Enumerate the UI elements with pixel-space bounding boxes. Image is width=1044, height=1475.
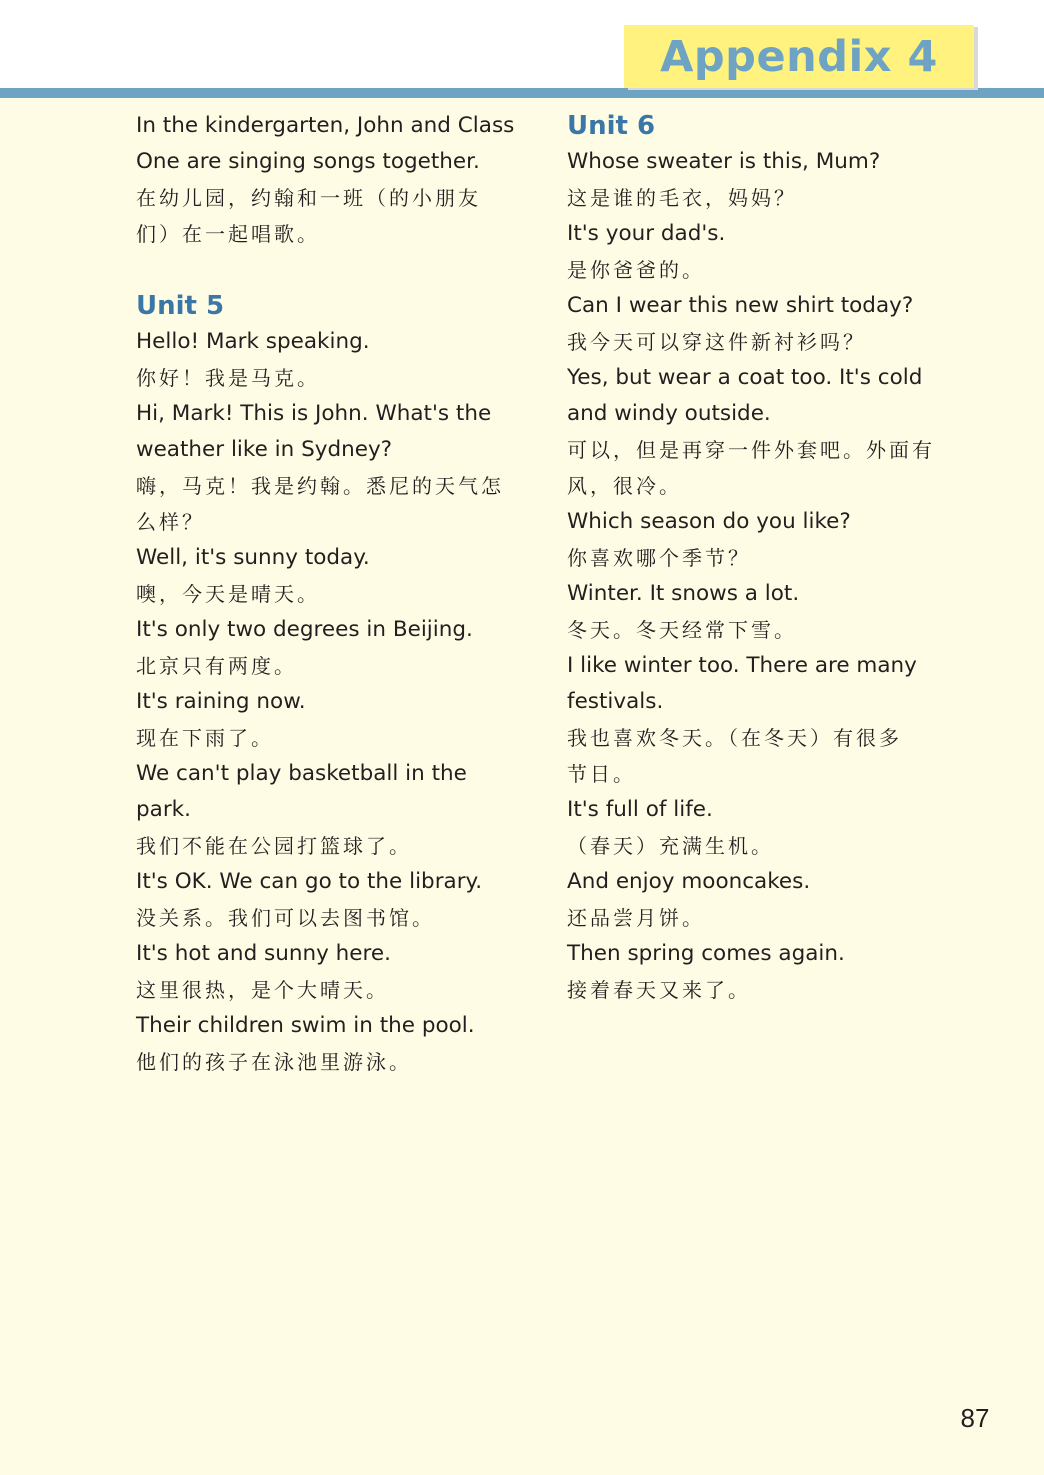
english-dialogue-line: Then spring comes again. [567,941,845,966]
chinese-translation-line: 还品尝月饼。 [567,906,705,930]
english-dialogue-line: I like winter too. There are many [567,653,917,678]
english-dialogue-line: It's full of life. [567,797,713,822]
chinese-translation-line: 噢，今天是晴天。 [136,582,320,606]
right-column [567,108,957,1008]
english-dialogue-line: One are singing songs together. [136,149,480,174]
english-dialogue-line: It's your dad's. [567,221,726,246]
chinese-translation-line: 节日。 [567,762,636,786]
english-dialogue-line: Yes, but wear a coat too. It's cold [567,365,923,390]
english-dialogue-line: It's hot and sunny here. [136,941,391,966]
english-dialogue-line: We can't play basketball in the [136,761,467,786]
english-dialogue-line: It's only two degrees in Beijing. [136,617,473,642]
chinese-translation-line: 我也喜欢冬天。（在冬天）有很多 [567,726,902,750]
chinese-translation-line: 冬天。冬天经常下雪。 [567,618,797,642]
chinese-translation-line: （春天）充满生机。 [567,834,774,858]
english-dialogue-line: In the kindergarten, John and Class [136,113,515,138]
chinese-translation-line: 嗨，马克！我是约翰。悉尼的天气怎 [136,474,504,498]
left-spacer [136,252,526,288]
english-dialogue-line: Their children swim in the pool. [136,1013,475,1038]
english-dialogue-line: weather like in Sydney? [136,437,393,462]
chinese-translation-line: 没关系。我们可以去图书馆。 [136,906,435,930]
english-dialogue-line: Which season do you like? [567,509,851,534]
chinese-translation-line: 现在下雨了。 [136,726,274,750]
unit-heading: Unit 6 [567,111,656,141]
chinese-translation-line: 么样？ [136,510,205,534]
chinese-translation-line: 你喜欢哪个季节？ [567,546,751,570]
english-dialogue-line: And enjoy mooncakes. [567,869,811,894]
chinese-translation-line: 风，很冷。 [567,474,682,498]
english-dialogue-line: Whose sweater is this, Mum? [567,149,881,174]
chinese-translation-line: 你好！我是马克。 [136,366,320,390]
appendix-title-box [624,25,974,88]
chinese-translation-line: 北京只有两度。 [136,654,297,678]
page-title: Appendix 4 [660,31,938,82]
english-dialogue-line: Winter. It snows a lot. [567,581,800,606]
english-dialogue-line: and windy outside. [567,401,771,426]
chinese-translation-line: 我们不能在公园打篮球了。 [136,834,412,858]
english-dialogue-line: Can I wear this new shirt today? [567,293,914,318]
chinese-translation-line: 可以，但是再穿一件外套吧。外面有 [567,438,935,462]
english-dialogue-line: Hi, Mark! This is John. What's the [136,401,492,426]
english-dialogue-line: Hello! Mark speaking. [136,329,370,354]
english-dialogue-line: Well, it's sunny today. [136,545,370,570]
chinese-translation-line: 这里很热，是个大晴天。 [136,978,389,1002]
chinese-translation-line: 这是谁的毛衣，妈妈？ [567,186,797,210]
english-dialogue-line: festivals. [567,689,664,714]
english-dialogue-line: It's raining now. [136,689,306,714]
page-number: 87 [960,1403,990,1433]
header-rule [0,88,1044,98]
unit-heading: Unit 5 [136,291,225,321]
chinese-translation-line: 接着春天又来了。 [567,978,751,1002]
left-column [136,108,526,1080]
english-dialogue-line: park. [136,797,191,822]
chinese-translation-line: 他们的孩子在泳池里游泳。 [136,1050,412,1074]
chinese-translation-line: 在幼儿园，约翰和一班（的小朋友 [136,186,481,210]
chinese-translation-line: 是你爸爸的。 [567,258,705,282]
english-dialogue-line: It's OK. We can go to the library. [136,869,483,894]
chinese-translation-line: 我今天可以穿这件新衬衫吗？ [567,330,866,354]
chinese-translation-line: 们）在一起唱歌。 [136,222,320,246]
